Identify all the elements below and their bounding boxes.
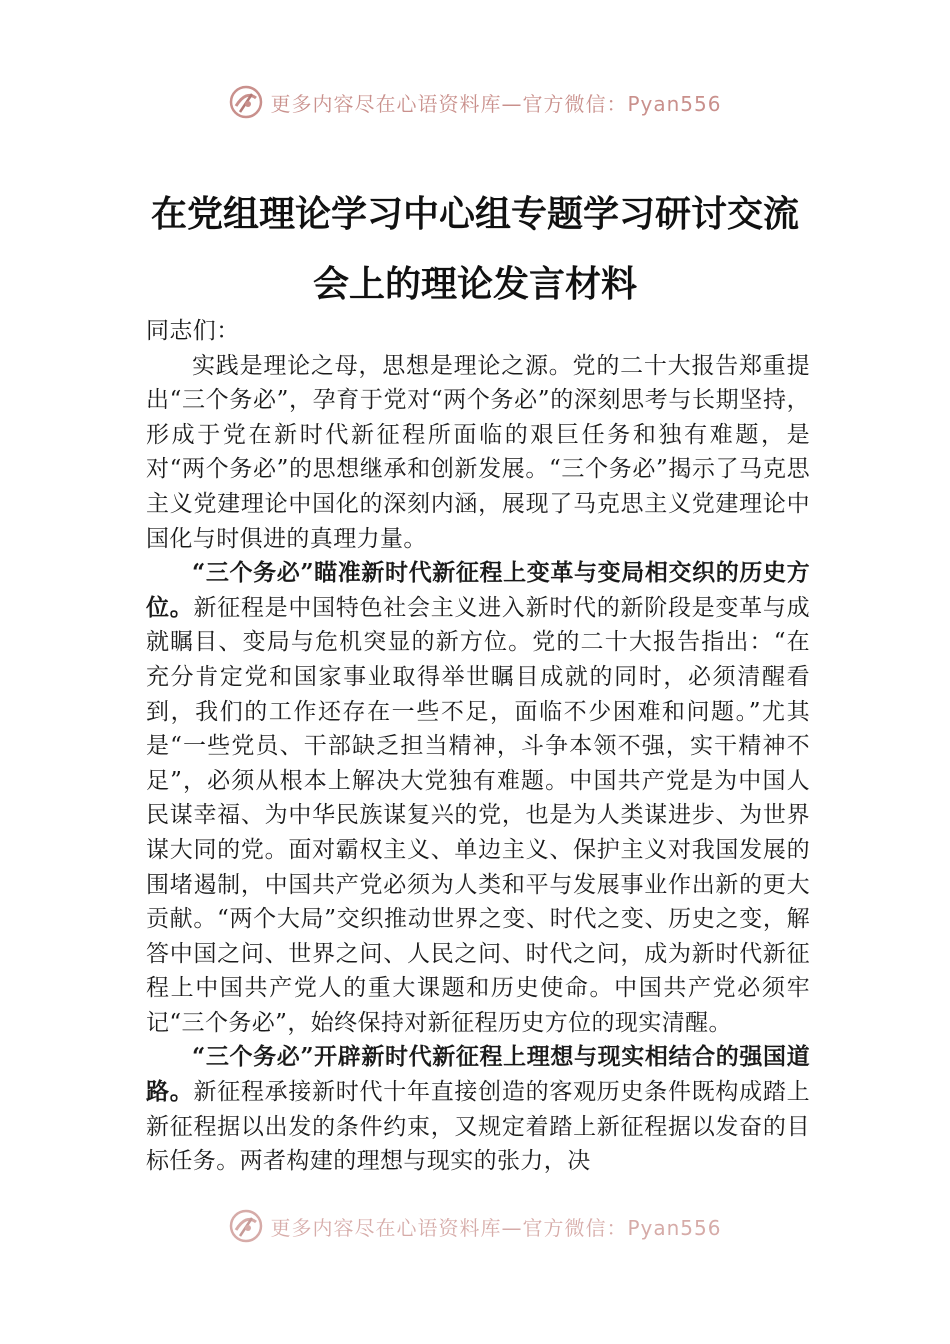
watermark-header [0, 82, 950, 122]
logo-icon [228, 84, 264, 120]
document-title-line-1: 在党组理论学习中心组专题学习研讨交流 [150, 193, 799, 235]
watermark-text: 更多内容尽在心语资料库—官方微信：Pyan556 [270, 1215, 722, 1240]
paragraph-2-lead: “三个务必”瞄准新时代新征程上变革与变局相交织的历史方位。 [146, 559, 810, 621]
document-title-line-2: 会上的理论发言材料 [312, 263, 637, 305]
document-body [146, 314, 810, 1222]
paragraph-3-lead: “三个务必”开辟新时代新征程上理想与现实相结合的强国道路。 [146, 1043, 810, 1106]
watermark-text: 更多内容尽在心语资料库—官方微信：Pyan556 [270, 91, 722, 116]
paragraph-3 [146, 1040, 810, 1178]
paragraph-2-body: 新征程是中国特色社会主义进入新时代的新阶段是变革与成就瞩目、变局与危机突显的新方位。党的二十大报告指出：“在充分肯定党和国家事业取得举世瞩目成就的同时，必须清醒看到，我们的工作还存在一些不足，面临不少困难和问题。”尤其是“一些党员、干部缺乏担当精神，斗争本领不强，实干精神不足”，必须从根本上解决大党独有难题。中国共产党是为中国人民谋幸福、为中华民族谋复兴的党，也是为人类谋进步、为世界谋大同的党。面对霸权主义、单边主义、保护主义对我国发展的围堵遏制，中国共产党必须为人类和平与发展事业作出新的更大贡献。“两个大局”交织推动世界之变、时代之变、历史之变，解答中国之问、世界之问、人民之问、时代之问，成为新时代新征程上中国共产党人的重大课题和历史使命。中国共产党必须牢记“三个务必”，始终保持对新征程历史方位的现实清醒。 [146, 594, 810, 1036]
paragraph-3-body: 新征程承接新时代十年直接创造的客观历史条件既构成踏上新征程据以出发的条件约束，又规定着踏上新征程据以发奋的目标任务。两者构建的理想与现实的张力，决 [146, 1079, 810, 1175]
paragraph-1: 实践是理论之母，思想是理论之源。党的二十大报告郑重提出“三个务必”，孕育于党对“两个务必”的深刻思考与长期坚持，形成于党在新时代新征程所面临的艰巨任务和独有难题，是对“两个务必”的思想继承和创新发展。“三个务必”揭示了马克思主义党建理论中国化的深刻内涵，展现了马克思主义党建理论中国化与时俱进的真理力量。 [146, 352, 810, 552]
logo-icon [228, 1208, 264, 1244]
salutation: 同志们： [146, 318, 240, 344]
watermark-footer [0, 1206, 950, 1246]
paragraph-2 [146, 556, 810, 1040]
